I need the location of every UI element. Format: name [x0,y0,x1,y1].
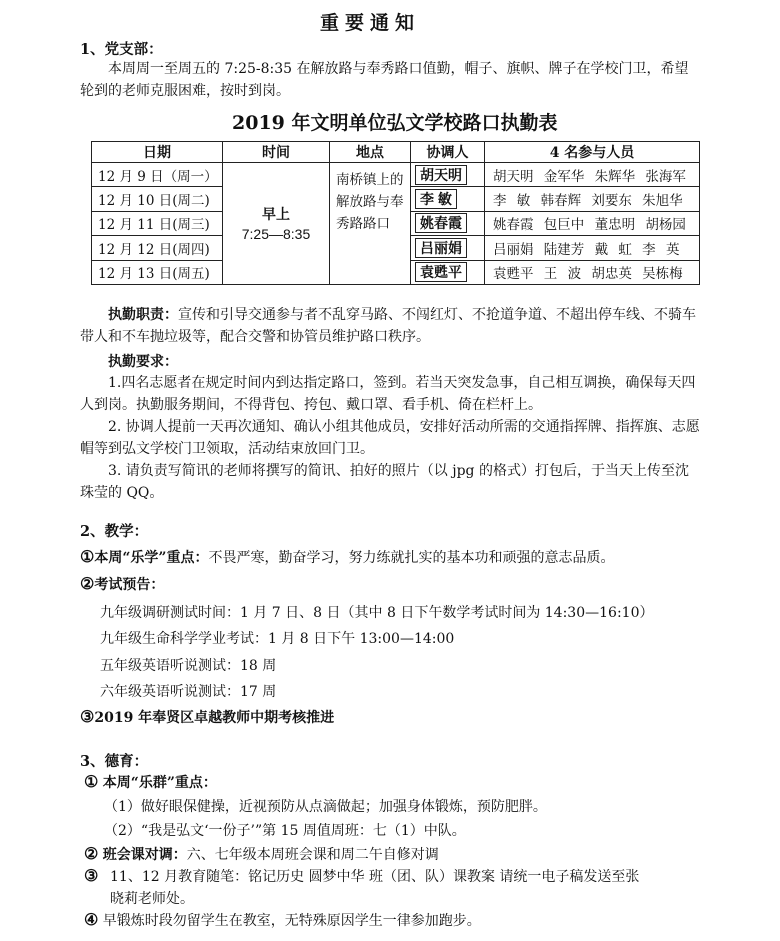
row-members: 胡天明 金军华 朱辉华 张海军 [485,163,700,187]
moral-item-4 [84,910,481,930]
header-members: 4 名参与人员 [485,142,700,163]
circled-number: ① [84,772,99,791]
duty-req-item-3: 3. 请负责写简讯的老师将撰写的简讯、拍好的照片（以 jpg 的格式）打包后，于当天上传至沈珠莹的 QQ。 [80,463,689,501]
duty-resp-text: 宣传和引导交通参与者不乱穿马路、不闯红灯、不抢道争道、不超出停车线、不骑车带人和不车抛垃圾等，配合交警和协管员维护路口秩序。 [80,307,696,345]
time-cell [223,163,330,285]
row-date: 12 月 12 日(周四) [92,236,223,260]
teaching-item-1-text: 不畏严寒，勤奋学习，努力练就扎实的基本功和顽强的意志品质。 [208,550,615,566]
circled-number: ① [80,547,95,566]
moral-item-4-text: 早锻炼时段勿留学生在教室，无特殊原因学生一律参加跑步。 [102,913,481,929]
coordinator-name: 姚春霞 [415,213,467,233]
duty-table-title: 2019 年文明单位弘文学校路口执勤表 [232,112,558,134]
teaching-item-3 [80,707,334,727]
time-value: 7:25—8:35 [241,225,311,242]
coordinator-name: 袁甦平 [415,262,467,282]
teaching-item-1 [80,547,614,567]
duty-table [91,141,700,285]
duty-responsibilities [80,304,700,348]
teaching-item-3-label: 2019 年奉贤区卓越教师中期考核推进 [94,710,335,726]
circled-number: ③ [84,866,99,885]
circled-number: ③ [80,707,95,726]
row-date: 12 月 11 日(周三) [92,211,223,235]
header-location: 地点 [330,142,411,163]
moral-sub-2: （2）“我是弘文‘一份子’”第 15 周值周班：七（1）中队。 [104,823,466,839]
circled-number: ② [80,574,95,593]
row-coordinator [411,211,485,235]
row-members: 姚春霞 包巨中 董忠明 胡杨园 [485,211,700,235]
teaching-item-2-label: 考试预告： [94,577,165,593]
moral-sub-1: （1）做好眼保健操，近视预防从点滴做起；加强身体锻炼，预防肥胖。 [104,799,547,815]
row-coordinator [411,187,485,211]
circled-number: ② [84,844,99,863]
section-heading-moral: 3、德育： [80,753,149,770]
coordinator-name: 胡天明 [415,165,467,185]
header-date: 日期 [92,142,223,163]
moral-item-3-text: 11、12 月教育随笔：铭记历史 圆梦中华 班（团、队）课教案 请统一电子稿发送至张晓莉老师处。 [110,869,640,907]
table-header-row [92,142,700,163]
moral-item-2 [84,844,439,864]
exam-line: 六年级英语听说测试：17 周 [100,684,277,700]
party-notice: 本周周一至周五的 7:25-8:35 在解放路与奉秀路口值勤，帽子、旗帜、牌子在学校门卫，希望轮到的老师克服困难，按时到岗。 [80,61,689,99]
time-label: 早上 [262,205,290,222]
row-date: 12 月 13 日(周五) [92,260,223,284]
row-coordinator [411,236,485,260]
row-members: 吕丽娟 陆建芳 戴 虹 李 英 [485,236,700,260]
table-row [92,163,700,187]
row-coordinator [411,260,485,284]
duty-resp-label: 执勤职责： [108,307,178,323]
exam-line: 九年级调研测试时间：1 月 7 日、8 日（其中 8 日下午数学考试时间为 14:30—16:10） [100,605,654,621]
moral-item-1-label: 本周“乐群”重点： [102,775,217,791]
row-coordinator [411,163,485,187]
duty-req-label: 执勤要求： [108,354,178,370]
coordinator-name: 吕丽娟 [415,238,467,258]
header-coordinator: 协调人 [411,142,485,163]
teaching-item-2 [80,574,164,594]
section-heading-teaching: 2、教学： [80,523,149,540]
row-date: 12 月 10 日(周二) [92,187,223,211]
circled-number: ④ [84,910,99,929]
moral-item-2-text: 六、七年级本周班会课和周二午自修对调 [186,847,439,863]
row-members: 李 敏 韩春辉 刘要东 朱旭华 [485,187,700,211]
moral-item-1 [84,772,217,792]
row-date: 12 月 9 日（周一） [92,163,223,187]
teaching-item-1-label: 本周“乐学”重点： [94,550,209,566]
section-heading-party: 1、党支部： [80,41,163,58]
row-members: 袁甦平 王 波 胡忠英 吴栋梅 [485,260,700,284]
duty-req-item-2: 2. 协调人提前一天再次通知、确认小组其他成员，安排好活动所需的交通指挥牌、指挥旗、志愿帽等到弘文学校门卫领取，活动结束放回门卫。 [80,419,700,457]
location-cell: 南桥镇上的解放路与奉秀路路口 [330,163,411,285]
coordinator-name: 李 敏 [415,189,457,209]
moral-item-2-label: 班会课对调： [102,847,187,863]
page-title: 重要通知 [320,12,421,34]
header-time: 时间 [223,142,330,163]
duty-req-item-1: 1.四名志愿者在规定时间内到达指定路口，签到。若当天突发急事，自己相互调换，确保每天四人到岗。执勤服务期间，不得背包、挎包、戴口罩、看手机、倚在栏杆上。 [80,375,696,413]
exam-line: 九年级生命科学学业考试：1 月 8 日下午 13:00—14:00 [100,631,455,647]
exam-line: 五年级英语听说测试：18 周 [100,658,277,674]
